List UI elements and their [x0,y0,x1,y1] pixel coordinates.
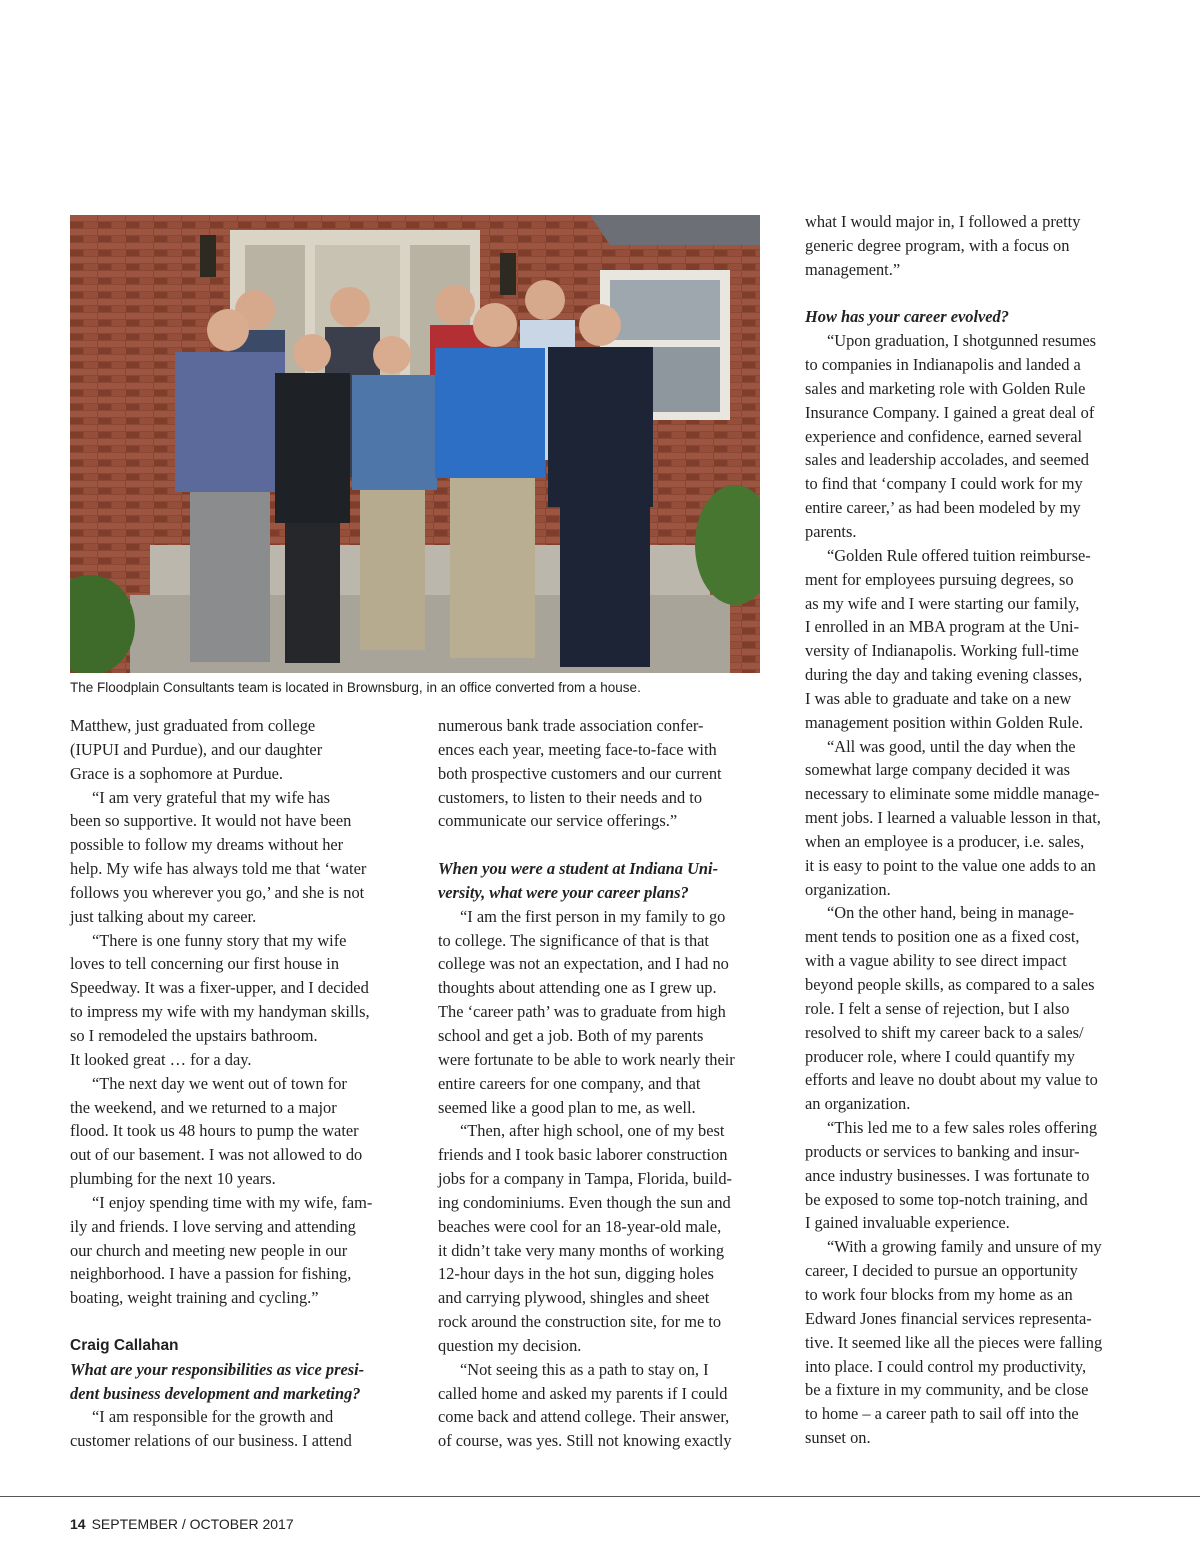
text-line: experience and confidence, earned several [805,426,1083,446]
text-line: “On the other hand, being in manage- [827,903,1075,923]
text-line: it didn’t take very many months of working [438,1240,725,1260]
text-line: jobs for a company in Tampa, Florida, build- [438,1169,732,1189]
text-line: efforts and leave no doubt about my value to [805,1070,1098,1090]
text-line: tive. It seemed like all the pieces were falling [805,1332,1103,1352]
text-column-1 [70,714,395,1453]
profile-name: Craig Callahan [70,1336,179,1354]
text-line: what I would major in, I followed a pretty [805,212,1081,231]
text-line: beyond people skills, as compared to a sales [805,975,1095,994]
col3-tail [805,329,1130,1450]
text-line: Edward Jones financial services representa- [805,1308,1092,1328]
text-line: neighborhood. I have a passion for fishing, [70,1264,352,1284]
text-line: communicate our service offerings.” [438,811,678,831]
text-line: ment jobs. I learned a valuable lesson in that, [805,808,1101,828]
text-line: it is easy to point to the value one adds to an [805,855,1096,875]
text-line: generic degree program, with a focus on [805,235,1070,255]
text-line: called home and asked my parents if I could [438,1383,728,1403]
text-line: the weekend, and we returned to a major [70,1097,337,1117]
text-line: It looked great … for a day. [70,1049,252,1069]
text-line: I was able to graduate and take on a new [805,688,1072,708]
text-line: ment tends to position one as a fixed cost, [805,927,1080,947]
col1-paragraphs [70,714,395,1310]
text-line: Insurance Company. I gained a great deal of [805,402,1095,422]
text-line: to college. The significance of that is that [438,930,709,950]
text-line: career, I decided to pursue an opportunity [805,1261,1078,1281]
text-line: during the day and taking evening classes, [805,665,1083,685]
question-line: dent business development and marketing? [70,1383,361,1403]
question-line: versity, what were your career plans? [438,882,689,902]
text-line: “All was good, until the day when the [827,736,1076,756]
col2-tail [438,905,763,1453]
text-line: I enrolled in an MBA program at the Uni- [805,617,1080,637]
text-line: necessary to eliminate some middle manage- [805,784,1100,804]
text-line: management position within Golden Rule. [805,712,1084,732]
text-line: follows you wherever you go,’ and she is not [70,882,365,902]
text-line: management.” [805,259,901,279]
text-line: question my decision. [438,1335,582,1355]
text-line: sales and marketing role with Golden Rule [805,378,1086,398]
text-line: versity of Indianapolis. Working full-time [805,641,1079,661]
text-line: our church and meeting new people in our [70,1240,348,1260]
text-line: “I enjoy spending time with my wife, fam- [92,1192,373,1212]
text-line: “With a growing family and unsure of my [827,1237,1102,1257]
text-line: possible to follow my dreams without her [70,835,344,855]
text-line: “Golden Rule offered tuition reimburse- [827,545,1091,565]
text-line: organization. [805,879,891,899]
text-line: I gained invaluable experience. [805,1213,1010,1233]
text-line: with a vague ability to see direct impact [805,951,1067,971]
text-line: Grace is a sophomore at Purdue. [70,763,284,783]
text-line: “Not seeing this as a path to stay on, I [460,1359,709,1379]
text-line: to home – a career path to sail off into the [805,1404,1079,1424]
page-footer [70,1516,294,1532]
text-line: resolved to shift my career back to a sales/ [805,1022,1084,1042]
col3-paragraphs [805,210,1130,282]
text-line: to work four blocks from my home as an [805,1284,1073,1304]
text-line: numerous bank trade association confer- [438,716,704,735]
page-number: 14 [70,1516,86,1532]
text-line: “This led me to a few sales roles offering [827,1118,1098,1138]
text-line: “I am the first person in my family to go [460,906,726,926]
text-line: The ‘career path’ was to graduate from high [438,1002,726,1022]
team-photo [70,215,760,673]
text-line: out of our basement. I was not allowed to do [70,1145,363,1165]
text-line: ance industry businesses. I was fortunate to [805,1165,1090,1185]
text-line: rock around the construction site, for me to [438,1312,722,1332]
text-line: Matthew, just graduated from college [70,716,316,735]
text-line: were fortunate to be able to work nearly their [438,1049,735,1069]
question-line: How has your career evolved? [805,307,1009,327]
text-line: parents. [805,521,857,541]
footer-rule [0,1496,1200,1497]
text-line: help. My wife has always told me that ‘water [70,859,367,879]
text-line: both prospective customers and our current [438,763,722,783]
text-line: college was not an expectation, and I had no [438,954,729,974]
text-line: of course, was yes. Still not knowing exactly [438,1431,732,1451]
col1-question [70,1358,395,1406]
text-line: as my wife and I were starting our family, [805,593,1080,613]
text-line: (IUPUI and Purdue), and our daughter [70,739,323,759]
col1-tail [70,1405,395,1453]
question-line: When you were a student at Indiana Uni- [438,859,719,879]
text-line: sunset on. [805,1428,871,1448]
text-line: 12-hour days in the hot sun, digging holes [438,1264,714,1284]
text-line: entire careers for one company, and that [438,1073,701,1093]
text-line: products or services to banking and insur- [805,1141,1080,1161]
text-line: be exposed to some top-notch training, and [805,1189,1088,1209]
text-line: entire career,’ as had been modeled by my [805,498,1081,518]
text-line: thoughts about attending one as I grew up. [438,978,717,998]
text-line: customer relations of our business. I attend [70,1431,352,1451]
text-line: plumbing for the next 10 years. [70,1169,276,1189]
text-line: seemed like a good plan to me, as well. [438,1097,696,1117]
text-line: been so supportive. It would not have been [70,811,352,831]
text-line: just talking about my career. [70,906,257,926]
col3-question [805,305,1130,329]
col2-paragraphs [438,714,763,833]
text-column-2 [438,714,763,1453]
text-line: ily and friends. I love serving and attending [70,1216,356,1236]
text-line: “I am very grateful that my wife has [92,787,331,807]
question-line: What are your responsibilities as vice presi- [70,1359,365,1379]
text-line: and carrying plywood, shingles and sheet [438,1288,710,1308]
text-line: be a fixture in my community, and be close [805,1380,1089,1400]
text-line: to companies in Indianapolis and landed a [805,355,1081,375]
text-line: ing condominiums. Even though the sun and [438,1192,731,1212]
text-line: ment for employees pursuing degrees, so [805,569,1074,589]
text-line: “Then, after high school, one of my best [460,1121,725,1141]
text-line: customers, to listen to their needs and to [438,787,703,807]
text-line: “I am responsible for the growth and [92,1407,334,1427]
text-line: producer role, where I could quantify my [805,1046,1075,1066]
text-line: flood. It took us 48 hours to pump the water [70,1121,359,1141]
text-line: come back and attend college. Their answer, [438,1407,730,1427]
text-line: boating, weight training and cycling.” [70,1288,319,1308]
issue-date: SEPTEMBER / OCTOBER 2017 [91,1516,294,1532]
text-line: ences each year, meeting face-to-face with [438,739,717,759]
text-line: to find that ‘company I could work for my [805,474,1083,494]
col2-question [438,857,763,905]
text-line: into place. I could control my productivity, [805,1356,1087,1376]
photo-caption: The Floodplain Consultants team is located in Brownsburg, in an office converted from a house. [70,680,641,695]
text-line: “Upon graduation, I shotgunned resumes [827,331,1097,351]
text-line: sales and leadership accolades, and seemed [805,450,1089,470]
text-line: somewhat large company decided it was [805,760,1071,780]
text-line: “The next day we went out of town for [92,1073,347,1093]
text-line: beaches were cool for an 18-year-old male, [438,1216,722,1236]
text-line: school and get a job. Both of my parents [438,1025,704,1045]
text-line: “There is one funny story that my wife [92,930,347,950]
text-line: to impress my wife with my handyman skills, [70,1002,370,1022]
text-line: when an employee is a producer, i.e. sales, [805,831,1085,851]
text-line: friends and I took basic laborer construction [438,1145,728,1165]
text-line: an organization. [805,1094,911,1114]
text-line: Speedway. It was a fixer-upper, and I decided [70,978,369,998]
text-column-3 [805,210,1130,1450]
text-line: so I remodeled the upstairs bathroom. [70,1025,318,1045]
text-line: loves to tell concerning our first house in [70,954,340,974]
text-line: role. I felt a sense of rejection, but I also [805,998,1070,1018]
